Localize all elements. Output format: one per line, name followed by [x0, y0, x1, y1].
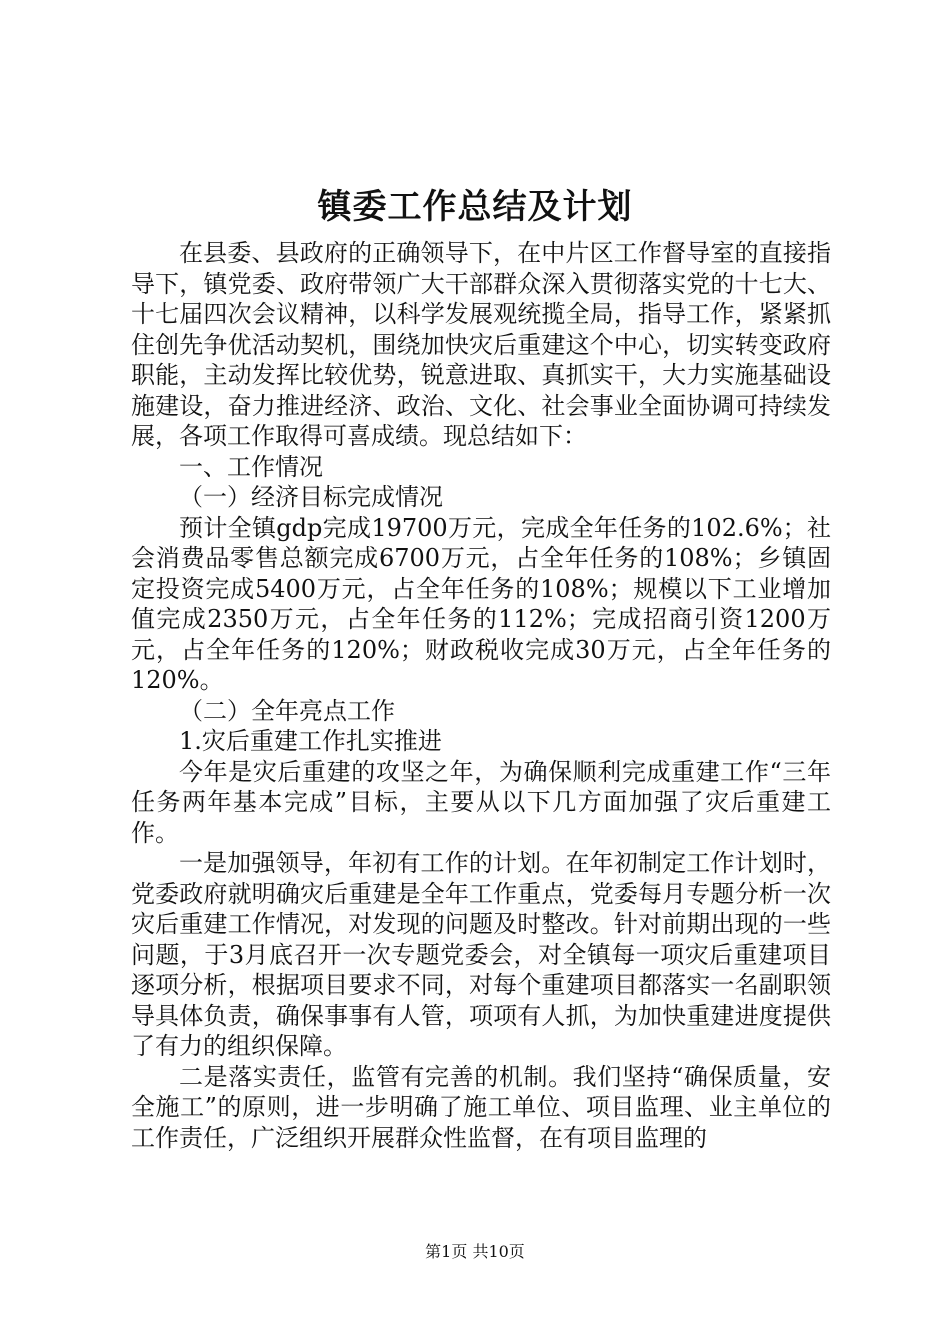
- document-title: 镇委工作总结及计划: [317, 187, 633, 227]
- paragraph-economic-figures: 预计全镇gdp完成19700万元，完成全年任务的102.6%；社会消费品零售总额完成6700万元，占全年任务的108%；乡镇固定投资完成5400万元，占全年任务的108%；规模以下工业增加值完成2350万元，占全年任务的112%；完成招商引资1200万元，占全年任务的120%；财政税收完成30万元，占全年任务的120%。: [131, 513, 831, 694]
- paragraph-responsibility: 二是落实责任，监管有完善的机制。我们坚持“确保质量，安全施工”的原则，进一步明确了施工单位、项目监理、业主单位的工作责任，广泛组织开展群众性监督，在有项目监理的: [131, 1062, 831, 1152]
- page-footer: 第1页 共10页: [425, 1242, 525, 1261]
- item-heading-reconstruction: 1.灾后重建工作扎实推进: [179, 727, 442, 755]
- paragraph-reconstruction-intro: 今年是灾后重建的攻坚之年，为确保顺利完成重建工作“三年任务两年基本完成”目标，主要从以下几方面加强了灾后重建工作。: [131, 757, 831, 847]
- section-heading-work-status: 一、工作情况: [179, 452, 323, 481]
- document-body: [131, 238, 831, 1153]
- paragraph-leadership: 一是加强领导，年初有工作的计划。在年初制定工作计划时，党委政府就明确灾后重建是全年工作重点，党委每月专题分析一次灾后重建工作情况，对发现的问题及时整改。针对前期出现的一些问题，于3月底召开一次专题党委会，对全镇每一项灾后重建项目逐项分析，根据项目要求不同，对每个重建项目都落实一名副职领导具体负责，确保事事有人管，项项有人抓，为加快重建进度提供了有力的组织保障。: [131, 849, 831, 1060]
- subsection-heading-highlights: （二）全年亮点工作: [179, 696, 395, 725]
- paragraph-intro: 在县委、县政府的正确领导下，在中片区工作督导室的直接指导下，镇党委、政府带领广大干部群众深入贯彻落实党的十七大、十七届四次会议精神，以科学发展观统揽全局，指导工作，紧紧抓住创先争优活动契机，围绕加快灾后重建这个中心，切实转变政府职能，主动发挥比较优势，锐意进取、真抓实干，大力实施基础设施建设，奋力推进经济、政治、文化、社会事业全面协调可持续发展，各项工作取得可喜成绩。现总结如下：: [131, 239, 831, 450]
- subsection-heading-economic-targets: （一）经济目标完成情况: [179, 483, 443, 511]
